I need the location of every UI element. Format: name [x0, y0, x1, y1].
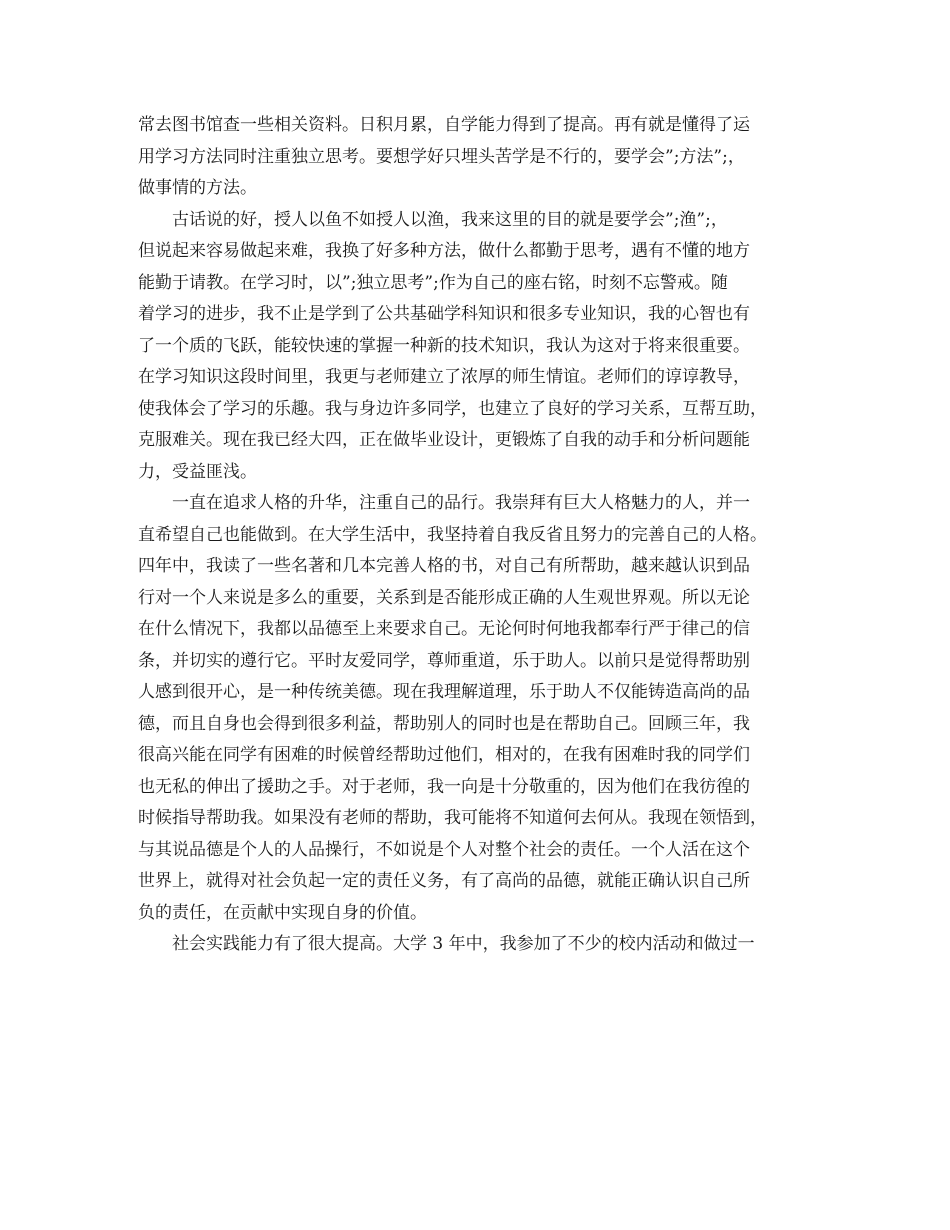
- text-line: 用学习方法同时注重独立思考。要想学好只埋头苦学是不行的，要学会”;方法”;，: [138, 146, 745, 167]
- paragraph: [138, 929, 818, 961]
- text-line: 常去图书馆查一些相关资料。日积月累，自学能力得到了提高。再有就是懂得了运: [138, 115, 750, 135]
- text-line: 直希望自己也能做到。在大学生活中，我坚持着自我反省且努力的完善自己的人格。: [138, 524, 767, 545]
- document-body: [138, 110, 818, 961]
- paragraph: [138, 205, 818, 489]
- text-line: 行对一个人来说是多么的重要，关系到是否能形成正确的人生观世界观。所以无论: [138, 587, 750, 608]
- paragraph: [138, 488, 818, 929]
- text-line: 很高兴能在同学有困难的时候曾经帮助过他们，相对的，在我有困难时我的同学们: [138, 745, 750, 765]
- text-line: 时候指导帮助我。如果没有老师的帮助，我可能将不知道何去何从。我现在领悟到，: [138, 808, 767, 828]
- text-line: 能勤于请教。在学习时，以”;独立思考”;作为自己的座右铭，时刻不忘警戒。随: [138, 272, 728, 293]
- text-line: 世界上，就得对社会负起一定的责任义务，有了高尚的品德，就能正确认识自己所: [138, 871, 750, 891]
- text-line: 负的责任，在贡献中实现自身的价值。: [138, 902, 427, 923]
- text-line: 做事情的方法。: [138, 178, 257, 198]
- text-line: 使我体会了学习的乐趣。我与身边许多同学，也建立了良好的学习关系，互帮互助，: [138, 398, 767, 419]
- text-line: 但说起来容易做起来难，我换了好多种方法，做什么都勤于思考，遇有不懂的地方: [138, 241, 750, 261]
- text-line: 力，受益匪浅。: [138, 461, 257, 482]
- text-line: 四年中，我读了一些名著和几本完善人格的书，对自己有所帮助，越来越认识到品: [138, 556, 750, 576]
- text-line: 与其说品德是个人的人品操行，不如说是个人对整个社会的责任。一个人活在这个: [138, 839, 750, 860]
- text-line: 条，并切实的遵行它。平时友爱同学，尊师重道，乐于助人。以前只是觉得帮助别: [138, 650, 750, 671]
- paragraph: [138, 110, 818, 205]
- text-line: 一直在追求人格的升华，注重自己的品行。我崇拜有巨大人格魅力的人，并一: [172, 493, 750, 513]
- text-line: 也无私的伸出了援助之手。对于老师，我一向是十分敬重的，因为他们在我彷徨的: [138, 776, 750, 797]
- text-line: 克服难关。现在我已经大四，正在做毕业设计，更锻炼了自我的动手和分析问题能: [138, 430, 750, 450]
- text-line: 人感到很开心，是一种传统美德。现在我理解道理，乐于助人不仅能铸造高尚的品: [138, 682, 750, 702]
- text-line: 社会实践能力有了很大提高。大学 3 年中，我参加了不少的校内活动和做过一: [172, 934, 755, 954]
- text-line: 德，而且自身也会得到很多利益，帮助别人的同时也是在帮助自己。回顾三年，我: [138, 713, 750, 734]
- text-line: 了一个质的飞跃，能较快速的掌握一种新的技术知识，我认为这对于将来很重要。: [138, 335, 750, 356]
- text-line: 在学习知识这段时间里，我更与老师建立了浓厚的师生情谊。老师们的谆谆教导，: [138, 367, 750, 387]
- text-line: 着学习的进步，我不止是学到了公共基础学科知识和很多专业知识，我的心智也有: [138, 304, 750, 324]
- text-line: 在什么情况下，我都以品德至上来要求自己。无论何时何地我都奉行严于律己的信: [138, 619, 750, 639]
- text-line: 古话说的好，授人以鱼不如授人以渔，我来这里的目的就是要学会”;渔”;，: [172, 209, 728, 230]
